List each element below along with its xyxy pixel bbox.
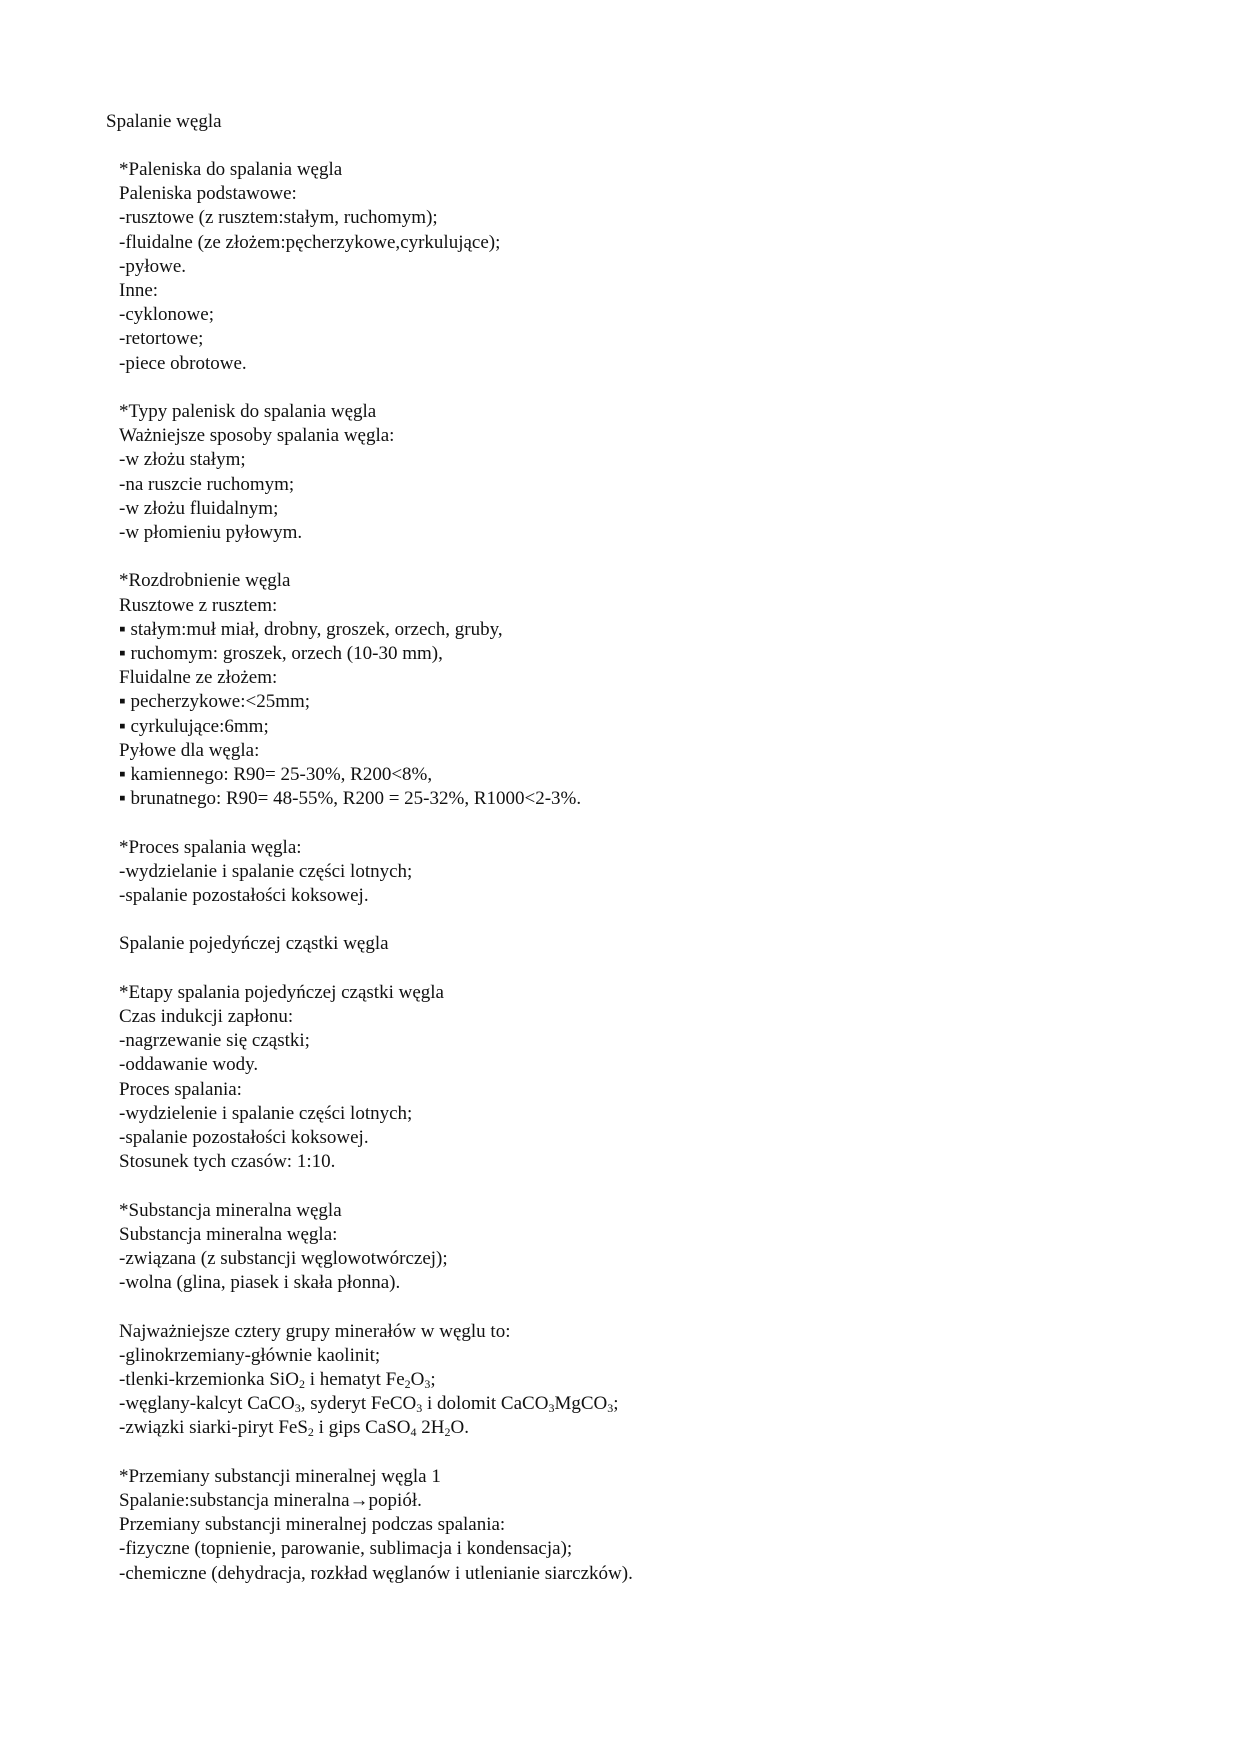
section xyxy=(119,400,1179,545)
text-line: Spalanie:substancja mineralna→popiół. xyxy=(119,1490,422,1512)
text-line: -cyklonowe; xyxy=(119,304,214,326)
section-gap xyxy=(119,376,1179,400)
section xyxy=(119,1320,1179,1441)
section-heading: *Rozdrobnienie węgla xyxy=(119,570,291,592)
section-heading: *Proces spalania węgla: xyxy=(119,836,302,858)
text-line: -rusztowe (z rusztem:stałym, ruchomym); xyxy=(119,207,438,229)
text-line: -związki siarki-piryt FeS$_2$ i gips CaSO$_4$ $2H_2O$. xyxy=(119,1417,469,1440)
section-heading: *Substancja mineralna węgla xyxy=(119,1199,342,1221)
section-gap xyxy=(119,1441,1179,1465)
section-gap xyxy=(119,811,1179,835)
document-title: Spalanie węgla xyxy=(106,111,222,132)
section-gap xyxy=(119,1174,1179,1198)
text-line: -retortowe; xyxy=(119,328,204,350)
text-line: -glinokrzemiany-głównie kaolinit; xyxy=(119,1344,381,1366)
section-gap xyxy=(119,545,1179,569)
text-line: -piece obrotowe. xyxy=(119,352,247,374)
text-line: Przemiany substancji mineralnej podczas spalania: xyxy=(119,1514,506,1536)
text-line: -związana (z substancji węglowotwórczej); xyxy=(119,1248,448,1270)
text-line: -wydzielenie i spalanie części lotnych; xyxy=(119,1102,413,1124)
section xyxy=(119,1465,1179,1586)
text-line: -fizyczne (topnienie, parowanie, sublimacja i kondensacja); xyxy=(119,1538,573,1560)
section-heading: *Etapy spalania pojedyńczej cząstki węgla xyxy=(119,981,444,1003)
text-line: -wydzielanie i spalanie części lotnych; xyxy=(119,860,413,882)
section-heading: Najważniejsze cztery grupy minerałów w węglu to: xyxy=(119,1320,511,1342)
section-gap xyxy=(119,908,1179,932)
text-line: ▪ ruchomym: groszek, orzech (10-30 mm), xyxy=(119,643,443,665)
text-line: Pyłowe dla węgla: xyxy=(119,739,260,761)
section xyxy=(119,1199,1179,1296)
text-line: -nagrzewanie się cząstki; xyxy=(119,1030,310,1052)
section xyxy=(119,836,1179,909)
section-heading: *Paleniska do spalania węgla xyxy=(119,159,343,180)
text-line: Czas indukcji zapłonu: xyxy=(119,1006,294,1028)
text-line: -w złożu fluidalnym; xyxy=(119,497,279,519)
text-line: -fluidalne (ze złożem:pęcherzykowe,cyrkulujące); xyxy=(119,231,501,253)
text-line: -węglany-kalcyt CaCO$_3$, syderyt FeCO$_3$ i dolomit CaCO$_3$MgCO$_3$; xyxy=(119,1393,619,1416)
text-line: -chemiczne (dehydracja, rozkład węglanów i utlenianie siarczków). xyxy=(119,1562,633,1584)
section-heading: *Przemiany substancji mineralnej węgla 1 xyxy=(119,1465,441,1487)
document-body xyxy=(119,158,1179,1586)
text-line: -w złożu stałym; xyxy=(119,449,246,471)
text-line: ▪ brunatnego: R90= 48-55%, R200 = 25-32%, R1000<2-3%. xyxy=(119,788,582,810)
text-line: -wolna (glina, piasek i skała płonna). xyxy=(119,1272,401,1294)
text-line: Proces spalania: xyxy=(119,1078,242,1100)
section xyxy=(119,158,1179,376)
text-line: ▪ kamiennego: R90= 25-30%, R200<8%, xyxy=(119,764,433,786)
section-gap xyxy=(119,957,1179,981)
text-line: Inne: xyxy=(119,280,159,302)
text-line: Ważniejsze sposoby spalania węgla: xyxy=(119,425,395,447)
section-heading: *Typy palenisk do spalania węgla xyxy=(119,401,377,423)
text-line: ▪ pecherzykowe:<25mm; xyxy=(119,691,311,713)
text-line: -pyłowe. xyxy=(119,255,187,277)
section xyxy=(119,932,1179,956)
text-line: Substancja mineralna węgla: xyxy=(119,1223,338,1245)
text-line: Paleniska podstawowe: xyxy=(119,183,297,205)
text-line: ▪ cyrkulujące:6mm; xyxy=(119,715,269,737)
section-heading: Spalanie pojedyńczej cząstki węgla xyxy=(119,933,389,955)
text-line: ▪ stałym:muł miał, drobny, groszek, orzech, gruby, xyxy=(119,618,503,640)
text-line: -w płomieniu pyłowym. xyxy=(119,522,303,544)
text-line: -tlenki-krzemionka SiO$_2$ i hematyt $Fe_2O_3$; xyxy=(119,1369,436,1392)
text-line: Rusztowe z rusztem: xyxy=(119,594,278,616)
text-line: Fluidalne ze złożem: xyxy=(119,667,278,689)
text-line: -na ruszcie ruchomym; xyxy=(119,473,295,495)
section xyxy=(119,569,1179,811)
section-gap xyxy=(119,1295,1179,1319)
text-line: -oddawanie wody. xyxy=(119,1054,259,1076)
section xyxy=(119,981,1179,1175)
text-line: Stosunek tych czasów: 1:10. xyxy=(119,1151,336,1173)
text-line: -spalanie pozostałości koksowej. xyxy=(119,1127,369,1149)
text-line: -spalanie pozostałości koksowej. xyxy=(119,885,369,907)
